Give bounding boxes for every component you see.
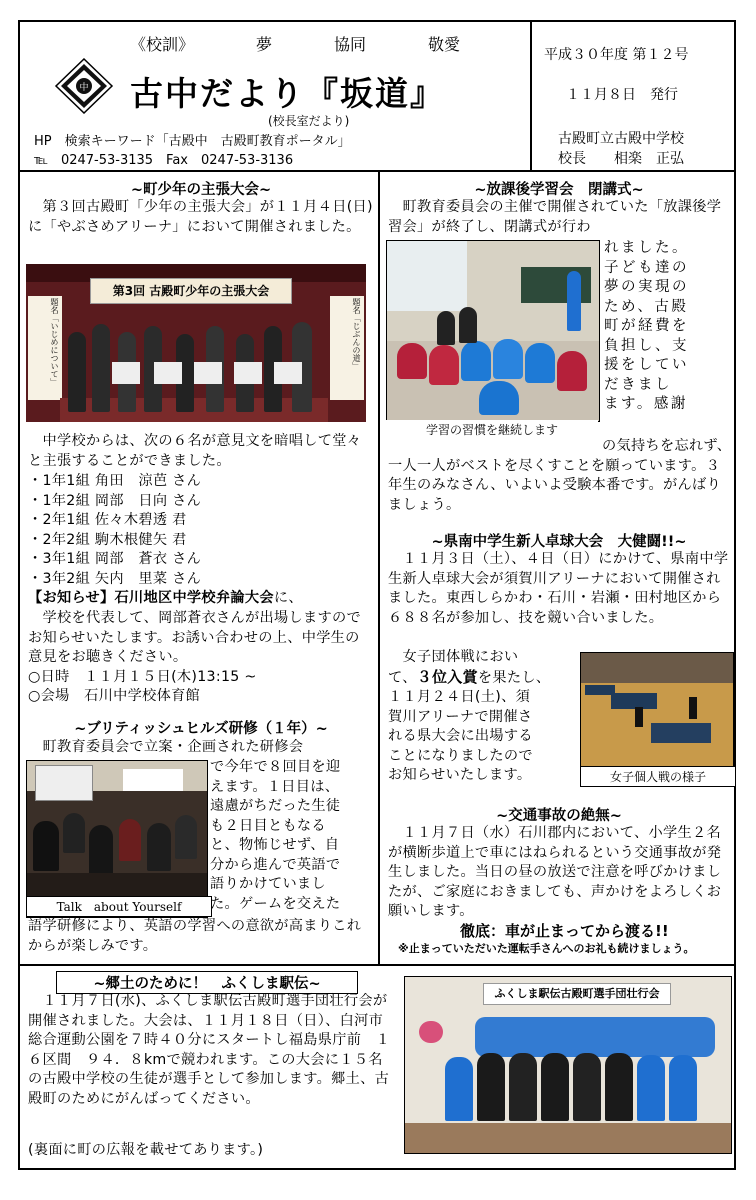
british-side-line: も２日目ともなる: [210, 817, 326, 834]
british-side-line: と、物怖じせず、自: [210, 837, 340, 853]
student-1: ・1年1組 角田 涼芭 さん: [28, 473, 202, 489]
afterschool-side-line: 町が経費を: [604, 318, 689, 334]
british-side-line: た。ゲームを交えた: [210, 895, 341, 912]
tt-side-line: １１月２４日(土)、須: [388, 689, 531, 705]
afterschool-bottom: の気持ちを忘れず、一人一人がベストを尽くすことを願っています。３年生のみなさん、いよいよ受験本番です。がんばりましょう。: [388, 438, 732, 513]
afterschool-photo: [386, 240, 600, 422]
british-side-line: えます。１日目は、: [210, 778, 340, 795]
newsletter-page: [18, 20, 736, 1170]
traffic-text: １１月７日（水）石川郡内において、小学生２名が横断歩道上で車にはねられるという交通事故が発生しました。当日の昼の放送で注意を呼びかけましたが、ご家庭におきましても、声かけをよろしくお願いします。: [388, 825, 722, 919]
motto-word-cooperation: 協同: [333, 35, 366, 54]
british-side-line: 語りかけていまし: [210, 876, 326, 892]
british-side-line: で今年で８回目を迎: [210, 759, 341, 775]
youth-speech-heading: ~町少年の主張大会~: [130, 182, 272, 198]
student-3: ・2年1組 佐々木碧透 君: [28, 512, 187, 528]
issue-number: 平成３０年度 第１２号: [544, 47, 689, 63]
ekiden-note: (裏面に町の広報を載せてあります。): [28, 1142, 264, 1158]
tt-side-line: を果たし、: [477, 669, 551, 686]
british-hills-heading: ~ブリティッシュヒルズ研修（１年）~: [74, 721, 328, 737]
afterschool-side-line: れました。: [604, 240, 689, 256]
school-emblem-icon: [54, 58, 114, 114]
british-hills-line1: 町教育委員会で立案・企画された研修会: [28, 739, 304, 755]
afterschool-side-text: [604, 239, 734, 415]
header-divider: [20, 170, 734, 172]
table-tennis-heading: ~県南中学生新人卓球大会 大健闘!!~: [431, 534, 687, 550]
third-place-highlight: ３位入賞: [416, 667, 478, 686]
afterschool-side-line: 夢の実現の: [604, 279, 689, 295]
column-divider: [378, 170, 380, 964]
afterschool-side-line: ます。感謝: [604, 396, 688, 412]
tt-side-line: て、: [388, 669, 417, 686]
student-5: ・3年1組 岡部 蒼衣 さん: [28, 551, 202, 567]
notice-label: 【お知らせ】石川地区中学校弁論大会: [28, 590, 274, 606]
traffic-note: ※止まっていただいた運転手さんへのお礼も続けましょう。: [398, 942, 695, 955]
table-tennis-side-text: [388, 648, 584, 786]
phone-line: ℡ 0247-53-3135 Fax 0247-53-3136: [34, 153, 294, 168]
afterschool-side-line: 援をしてい: [604, 357, 689, 373]
motto-word-respect: 敬愛: [427, 35, 460, 54]
british-hills-photo: [26, 760, 208, 918]
notice-tail: に、: [273, 590, 303, 606]
traffic-bold-warning: 徹底：車が止まってから渡る!!: [460, 922, 669, 940]
student-6: ・3年2組 矢内 里菜 さん: [28, 570, 202, 587]
afterschool-side-line: ため、古殿: [604, 298, 689, 315]
youth-speech-text: 中学校からは、次の６名が意見文を暗唱して堂々と主張することができました。: [28, 433, 362, 469]
table-tennis-caption: 女子個人戦の様子: [580, 766, 736, 787]
british-hills-side-text: [210, 758, 376, 914]
afterschool-heading: ~放課後学習会 閉講式~: [474, 182, 644, 198]
svg-text:中: 中: [79, 83, 89, 93]
newsletter-subtitle: (校長室だより): [268, 114, 350, 128]
tt-side-line: れる県大会に出場する: [388, 728, 533, 744]
tt-side-line: お知らせいたします。: [388, 767, 532, 783]
ekiden-text: １１月７日(水)、ふくしま駅伝古殿町選手団壮行会が開催されました。大会は、１１月１８日（日）、白河市総合運動公園を７時４０分にスタートし福島県庁前 １６区間 ９４．８kmで競われます。この大会に１５名の古殿中学校の生徒が選手として参加します。郷土、古殿町のためにがんばってください。: [28, 993, 391, 1107]
footer-divider: [20, 964, 734, 966]
british-side-line: 分から進んで英語で: [210, 856, 341, 873]
afterschool-line1: 町教育委員会の主催で開催されていた「放課後学習会」が終了し、閉講式が行わ: [388, 199, 722, 235]
tt-side-line: 賀川アリーナで開催さ: [388, 708, 533, 725]
youth-speech-photo: [26, 264, 366, 422]
ekiden-heading: ~郷土のために！ ふくしま駅伝~: [56, 971, 358, 994]
school-name: 古殿町立古殿中学校: [558, 131, 684, 147]
afterschool-side-line: 負担し、支: [604, 337, 689, 354]
tt-side-line: ことになりましたので: [388, 747, 533, 764]
newsletter-title: 古中だより『坂道』: [130, 74, 445, 113]
british-side-line: 遠慮がちだった生徒: [210, 798, 341, 814]
issue-date: １１月８日 発行: [566, 87, 678, 103]
notice-venue: ○会場 石川中学校体育館: [28, 688, 201, 704]
traffic-heading: ~交通事故の絶無~: [496, 808, 622, 824]
student-4: ・2年2組 駒木根健矢 君: [28, 531, 187, 548]
afterschool-side-line: 子ども達の: [604, 259, 689, 276]
motto-label: 《校訓》: [130, 35, 195, 54]
principal-name: 校長 相楽 正弘: [558, 151, 684, 167]
ekiden-photo: [404, 976, 732, 1154]
student-list: [28, 472, 374, 589]
table-tennis-text: １１月３日（土）、４日（日）にかけて、県南中学生新人卓球大会が須賀川アリーナにおいて開催されました。東西しらかわ・石川・岩瀬・田村地区から６８８名が参加し、技を競い合いました。: [388, 551, 729, 626]
motto-word-dream: 夢: [255, 35, 272, 54]
british-hills-caption: Talk about Yourself: [26, 896, 212, 917]
notice-date: ○日時 １１月１５日(木)13:15 ~: [28, 669, 257, 685]
notice-block: [28, 589, 374, 609]
student-2: ・1年2組 岡部 日向 さん: [28, 492, 202, 509]
speech-sign-left: 題名「いじめについて」: [28, 296, 62, 400]
youth-speech-intro: 第３回古殿町「少年の主張大会」が１１月４日(日)に「やぶさめアリーナ」において開催されました。: [28, 199, 373, 235]
homepage-line: HP 検索キーワード「古殿中 古殿町教育ポータル」: [34, 134, 351, 149]
speech-sign-right: 題名「じぶんの道」: [330, 296, 364, 400]
afterschool-side-line: だきまし: [604, 376, 672, 393]
afterschool-caption: 学習の習慣を継続します: [386, 420, 598, 439]
british-hills-bottom: 語学研修により、英語の学習への意欲が高まりこれからが楽しみです。: [28, 918, 362, 954]
tt-side-line: 女子団体戦におい: [388, 649, 519, 665]
motto: [130, 32, 460, 55]
notice-text: 学校を代表して、岡部蒼衣さんが出場しますのでお知らせいたします。お誘い合わせの上、中学生の意見をお聴きください。: [28, 610, 361, 665]
header-vdivider: [530, 22, 532, 170]
speech-banner: 第3回 古殿町少年の主張大会: [90, 278, 292, 304]
ekiden-banner: ふくしま駅伝古殿町選手団壮行会: [483, 983, 671, 1005]
